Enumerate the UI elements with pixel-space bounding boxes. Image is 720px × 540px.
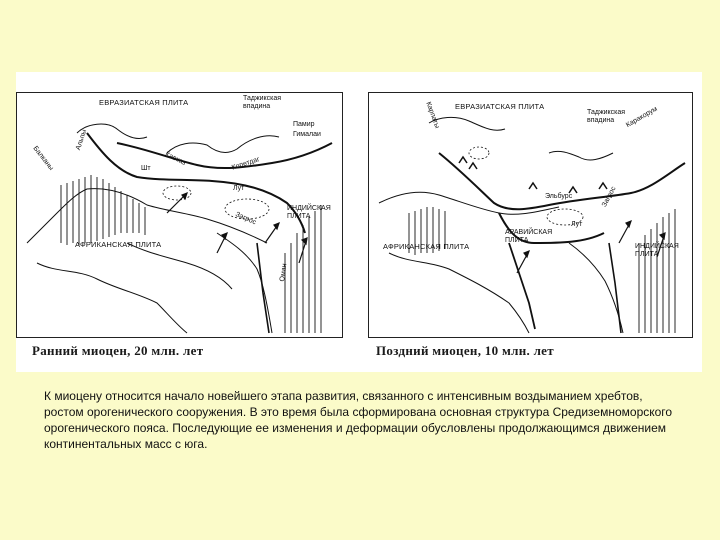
label-tajik-late: Таджикская впадина bbox=[587, 109, 626, 124]
label-sht: Шт bbox=[141, 165, 151, 172]
label-balkans: Балканы bbox=[31, 145, 55, 172]
india-hatching-late bbox=[639, 209, 675, 333]
label-caucasus: Кавказ bbox=[163, 151, 187, 167]
label-elburs: Эльбурс bbox=[545, 193, 573, 200]
figure-panel bbox=[16, 72, 702, 372]
red-sea-rift bbox=[509, 243, 535, 329]
description-text: К миоцену относится начало новейшего этапа развития, связанного с интенсивным воздыманием хребтов, ростом орогенического сооружения. В это время была сформирована основная структура Средиземноморского орогенического пояса. Последующие ее изменения и деформации обусловлены продолжающимся движением континентальных масс с юга. bbox=[44, 389, 673, 451]
coastlines bbox=[27, 124, 279, 333]
early-miocene-map bbox=[16, 92, 343, 338]
label-african-plate-late: АФРИКАНСКАЯ ПЛИТА bbox=[383, 242, 470, 251]
oman-fault bbox=[257, 243, 269, 333]
label-indian-plate-late: ИНДИЙСКАЯ ПЛИТА bbox=[635, 243, 679, 258]
africa-hatching bbox=[61, 175, 145, 245]
label-lut-early: Лут bbox=[233, 185, 245, 192]
label-zagros-early: Загрос bbox=[234, 211, 258, 227]
label-oman: Оман bbox=[279, 263, 289, 282]
label-himalaya: Гималаи bbox=[293, 131, 321, 138]
label-lut-late: Лут bbox=[571, 221, 583, 228]
volcanic-marks bbox=[459, 157, 607, 193]
label-eurasian-plate-late: ЕВРАЗИАТСКАЯ ПЛИТА bbox=[455, 102, 545, 111]
late-map-caption: Поздний миоцен, 10 млн. лет bbox=[376, 343, 554, 358]
early-map-caption: Ранний миоцен, 20 млн. лет bbox=[32, 343, 204, 358]
label-kopetdag: Копетдаг bbox=[231, 156, 261, 172]
basins bbox=[163, 186, 269, 219]
label-pamir: Памир bbox=[293, 121, 315, 128]
late-miocene-map bbox=[368, 92, 693, 338]
label-african-plate-early: АФРИКАНСКАЯ ПЛИТА bbox=[75, 240, 162, 249]
label-eurasian-plate-early: ЕВРАЗИАТСКАЯ ПЛИТА bbox=[99, 98, 189, 107]
label-tajik-early: Таджикская впадина bbox=[243, 95, 282, 110]
label-indian-plate-early: ИНДИЙСКАЯ ПЛИТА bbox=[287, 205, 331, 220]
label-carpathians: Карпаты bbox=[424, 101, 441, 130]
label-arabian-plate: АРАВИЙСКАЯ ПЛИТА bbox=[505, 229, 553, 244]
label-karakorum: Каракорум bbox=[625, 105, 659, 130]
oman-fault-late bbox=[609, 243, 621, 333]
label-zagros-late: Загрос bbox=[601, 185, 618, 209]
india-hatching bbox=[285, 205, 321, 333]
label-alps: Альпы bbox=[75, 128, 89, 152]
coastlines-late bbox=[379, 117, 623, 333]
late-map-drawing bbox=[369, 93, 691, 336]
